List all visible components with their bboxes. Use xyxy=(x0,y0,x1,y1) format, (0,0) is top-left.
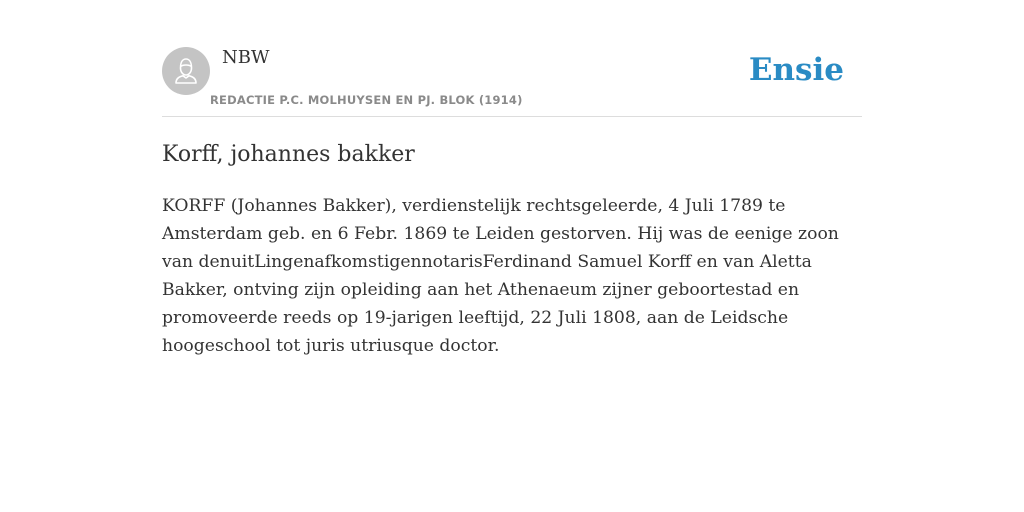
avatar[interactable] xyxy=(162,47,210,95)
source-subtitle: REDACTIE P.C. MOLHUYSEN EN PJ. BLOK (1914) xyxy=(210,93,523,107)
article-title: Korff, johannes bakker xyxy=(162,142,415,167)
user-icon xyxy=(162,47,210,95)
article-body: KORFF (Johannes Bakker), verdienstelijk rechtsgeleerde, 4 Juli 1789 te Amsterdam geb. en 6 Febr. 1869 te Leiden gestorven. Hij was de eenige zoon van denuitLingenafkomstigennotarisFerdinand Samuel Korff en van Aletta Bakker, ontving zijn opleiding aan het Athenaeum zijner geboortestad en promoveerde reeds op 19-jarigen leeftijd, 22 Juli 1808, aan de Leidsche hoogeschool tot juris utriusque doctor. xyxy=(162,196,839,356)
source-name[interactable]: NBW xyxy=(222,47,270,68)
ensie-logo-link[interactable]: Ensie xyxy=(748,52,844,88)
source-header xyxy=(162,46,862,117)
